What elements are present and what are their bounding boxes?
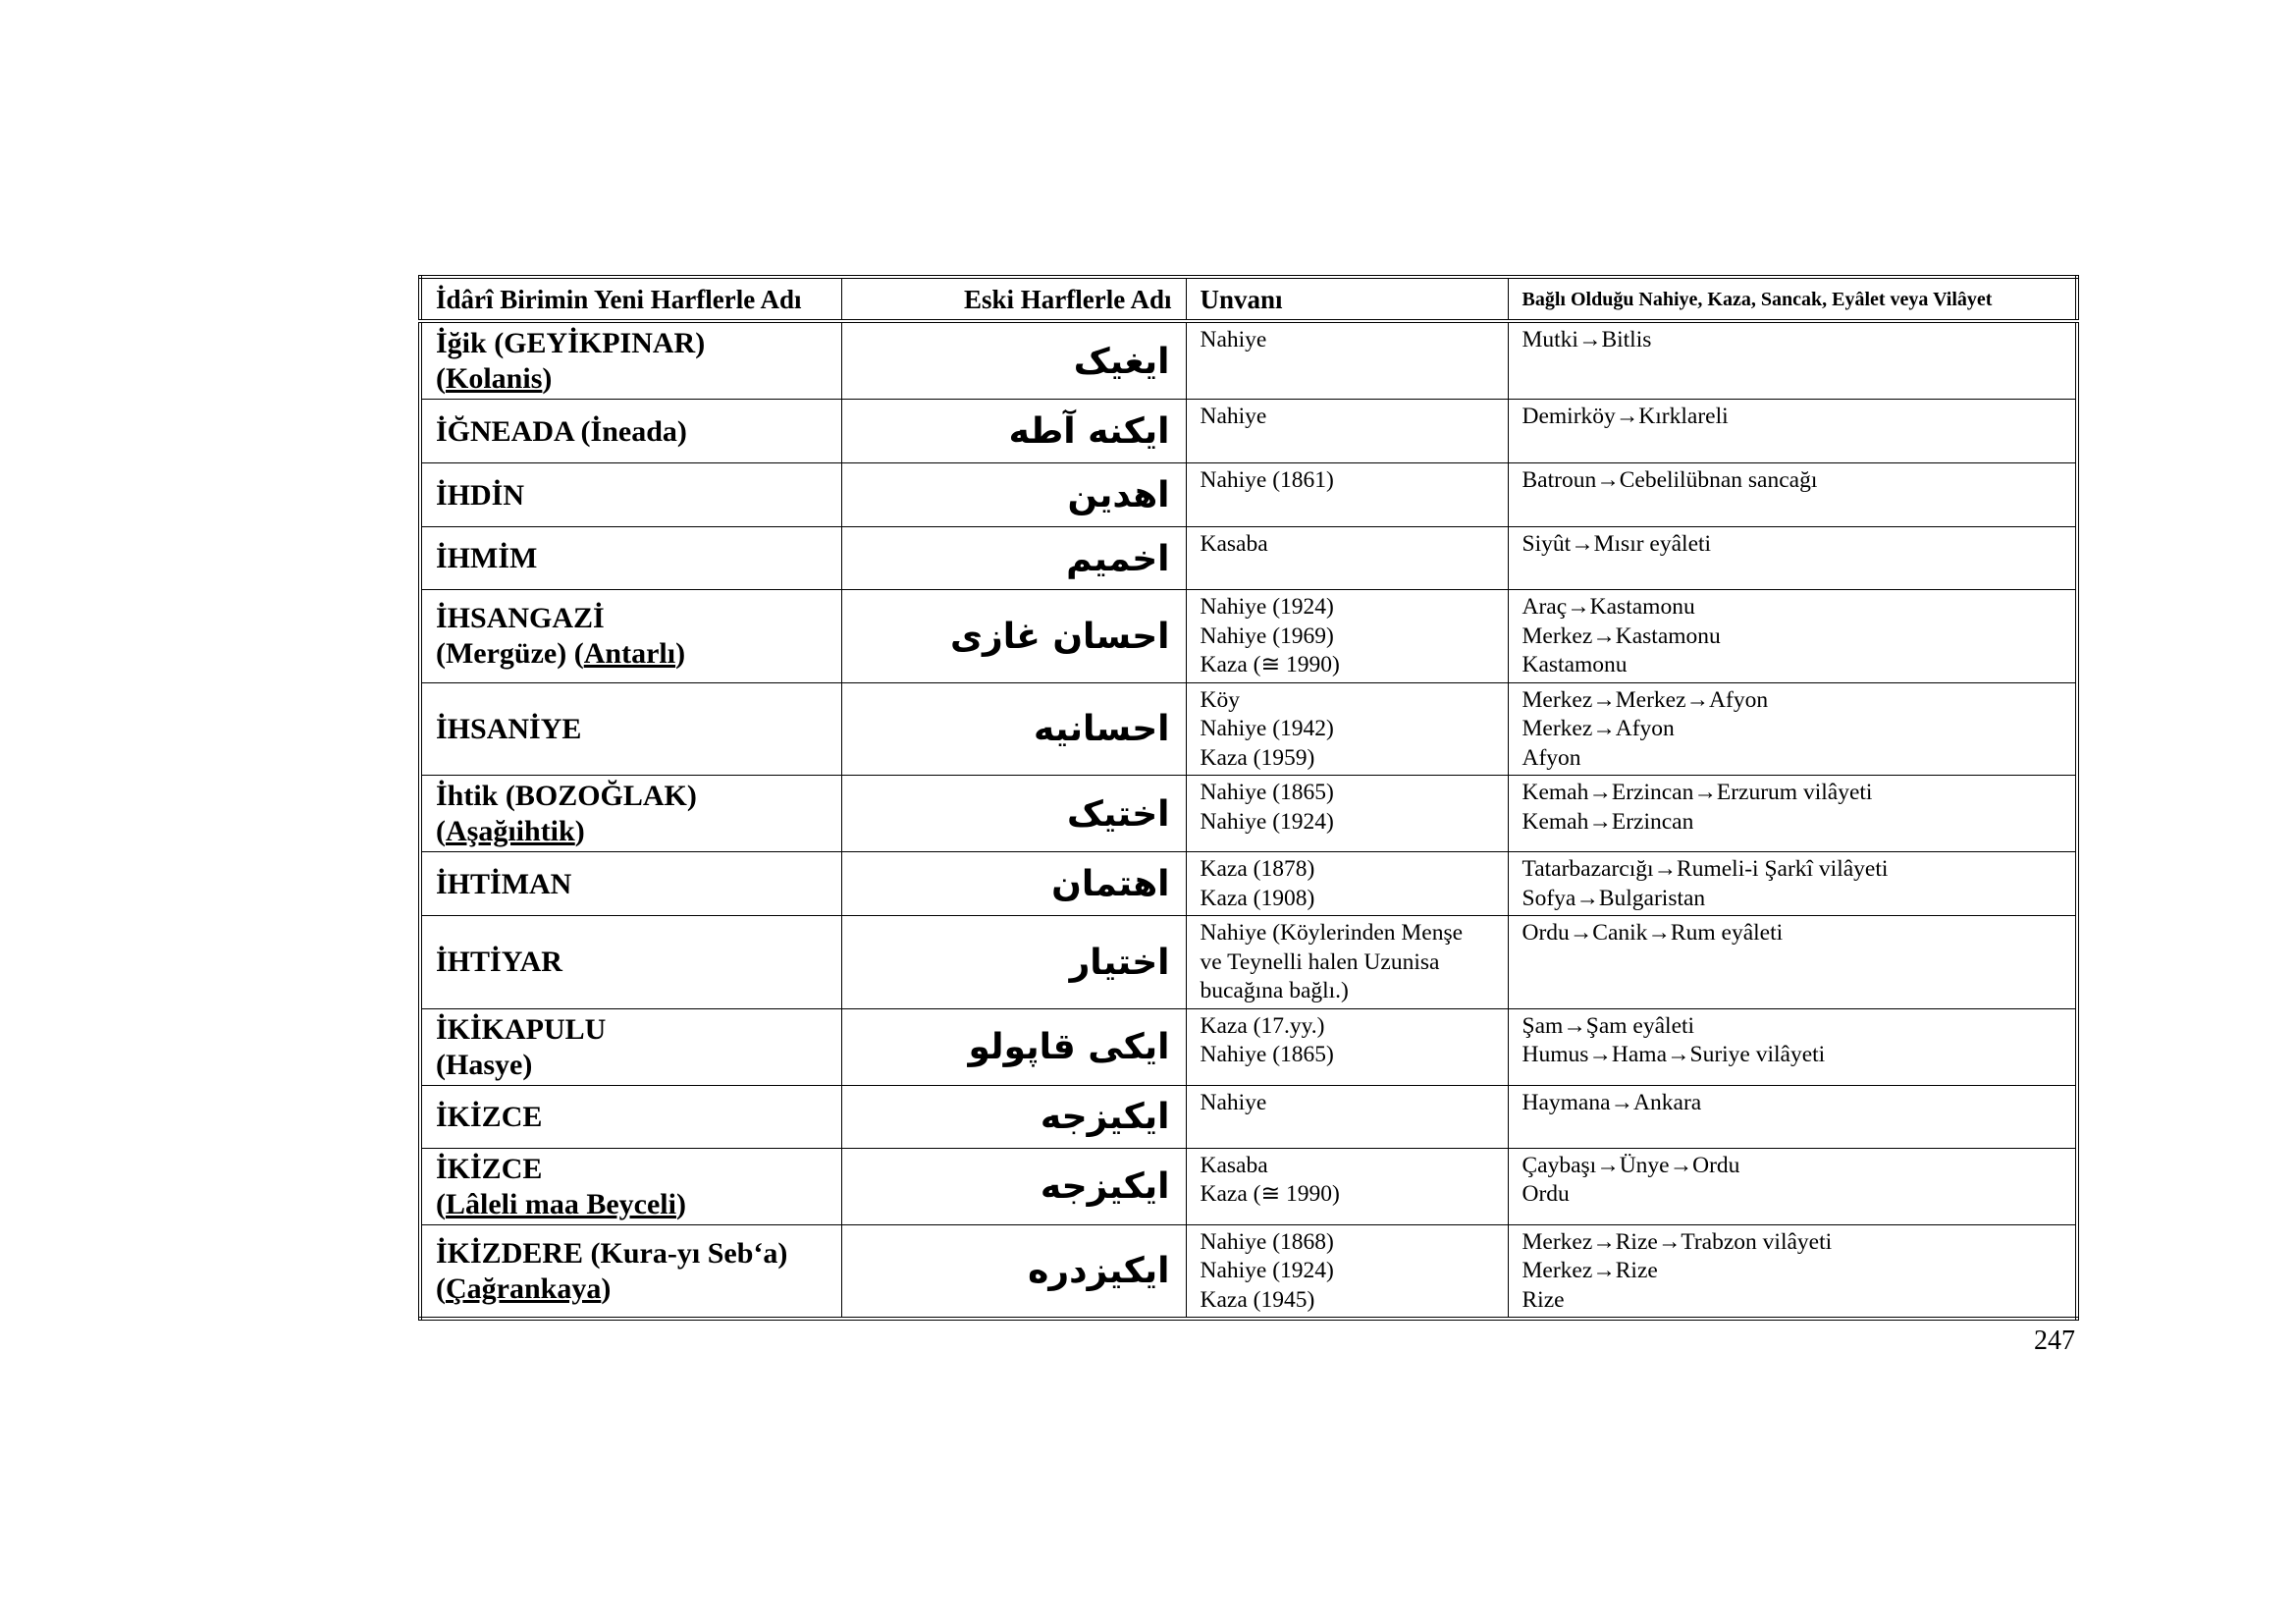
unit-new-name-cell bbox=[420, 590, 841, 683]
unit-name-text: (Hasye) bbox=[436, 1048, 533, 1081]
unit-title-line: Nahiye bbox=[1200, 327, 1267, 352]
unit-affiliation-cell bbox=[1508, 527, 2077, 590]
unit-title-cell bbox=[1186, 682, 1508, 776]
unit-title-line: Kaza (≅ 1990) bbox=[1200, 652, 1340, 677]
unit-name-line bbox=[436, 1100, 828, 1135]
unit-name-suffix: ) bbox=[601, 1272, 612, 1305]
unit-affiliation-line: Çaybaşı→Ünye→Ordu bbox=[1522, 1152, 1740, 1178]
unit-old-script-name: ایکی قاپولو bbox=[841, 1008, 1186, 1085]
unit-title-cell bbox=[1186, 590, 1508, 683]
unit-old-script-name: اهتمان bbox=[841, 852, 1186, 916]
unit-new-name-cell bbox=[420, 1008, 841, 1085]
unit-title-line: Nahiye (1861) bbox=[1200, 467, 1334, 493]
unit-name-text: İğik (GEYİKPINAR) bbox=[436, 327, 706, 359]
unit-affiliation-line: Demirköy→Kırklareli bbox=[1522, 404, 1729, 429]
unit-title-cell bbox=[1186, 527, 1508, 590]
unit-title-line: Nahiye (1969) bbox=[1200, 623, 1334, 649]
unit-title-cell bbox=[1186, 463, 1508, 527]
unit-name-line bbox=[436, 712, 828, 747]
unit-new-name-cell bbox=[420, 682, 841, 776]
unit-old-script-name: ایغیک bbox=[841, 321, 1186, 400]
unit-affiliation-cell bbox=[1508, 1085, 2077, 1148]
unit-title-line: Nahiye (Köylerinden Menşe bbox=[1200, 920, 1464, 946]
unit-affiliation-line: Merkez→Rize bbox=[1522, 1258, 1658, 1283]
unit-title-cell bbox=[1186, 1224, 1508, 1319]
unit-title-line: Kaza (≅ 1990) bbox=[1200, 1181, 1340, 1207]
table-row bbox=[420, 1008, 2077, 1085]
unit-old-script-name: ایکیزدره bbox=[841, 1224, 1186, 1319]
unit-title-line: ve Teynelli halen Uzunisa bbox=[1200, 948, 1440, 975]
unit-title-line: Kaza (1959) bbox=[1200, 744, 1315, 771]
unit-title-line: Kaza (1908) bbox=[1200, 885, 1315, 911]
unit-old-script-name: ایکنه آطه bbox=[841, 400, 1186, 463]
unit-affiliation-line: Kastamonu bbox=[1522, 652, 1628, 677]
unit-title-line: Nahiye (1868) bbox=[1200, 1228, 1334, 1255]
unit-affiliation-cell bbox=[1508, 776, 2077, 852]
unit-affiliation-cell bbox=[1508, 916, 2077, 1009]
unit-new-name-cell bbox=[420, 321, 841, 400]
unit-title-cell bbox=[1186, 321, 1508, 400]
unit-title-line: Nahiye bbox=[1200, 1089, 1267, 1115]
table-row bbox=[420, 527, 2077, 590]
unit-affiliation-cell bbox=[1508, 852, 2077, 916]
unit-affiliation-cell bbox=[1508, 400, 2077, 463]
unit-affiliation-line: Humus→Hama→Suriye vilâyeti bbox=[1522, 1042, 1826, 1067]
unit-alt-name-underlined: Aşağıihtik bbox=[446, 815, 575, 847]
unit-affiliation-line: Merkez→Kastamonu bbox=[1522, 623, 1721, 649]
unit-name-line bbox=[436, 1152, 828, 1187]
unit-name-text: ( bbox=[436, 362, 446, 395]
table-row bbox=[420, 916, 2077, 1009]
table-header bbox=[420, 277, 2077, 321]
unit-affiliation-line: Kemah→Erzincan bbox=[1522, 808, 1694, 835]
unit-name-line bbox=[436, 1048, 828, 1083]
unit-name-text: ( bbox=[436, 1272, 446, 1305]
unit-title-line: bucağına bağlı.) bbox=[1200, 978, 1349, 1003]
unit-old-script-name: اهدین bbox=[841, 463, 1186, 527]
unit-old-script-name: ایکیزجه bbox=[841, 1148, 1186, 1224]
unit-name-text: İHDİN bbox=[436, 478, 525, 512]
table-row bbox=[420, 463, 2077, 527]
unit-name-line bbox=[436, 601, 828, 636]
unit-name-line bbox=[436, 1012, 828, 1048]
unit-name-line bbox=[436, 1272, 828, 1307]
unit-new-name-cell bbox=[420, 1085, 841, 1148]
unit-title-cell bbox=[1186, 916, 1508, 1009]
unit-title-line: Köy bbox=[1200, 686, 1240, 713]
unit-affiliation-line: Sofya→Bulgaristan bbox=[1522, 885, 1706, 911]
unit-old-script-name: اختیار bbox=[841, 916, 1186, 1009]
unit-affiliation-line: Ordu bbox=[1522, 1181, 1570, 1207]
unit-affiliation-cell bbox=[1508, 463, 2077, 527]
unit-name-text: İHSANİYE bbox=[436, 712, 582, 745]
unit-name-text: İHMİM bbox=[436, 542, 538, 574]
unit-affiliation-line: Haymana→Ankara bbox=[1522, 1089, 1702, 1115]
unit-title-line: Nahiye (1924) bbox=[1200, 808, 1334, 835]
unit-alt-name-underlined: Lâleli maa Beyceli bbox=[446, 1187, 676, 1220]
unit-affiliation-line: Kemah→Erzincan→Erzurum vilâyeti bbox=[1522, 780, 1873, 805]
unit-name-text: İKİZDERE (Kura-yı Seb‘a) bbox=[436, 1236, 788, 1270]
unit-name-suffix: ) bbox=[542, 362, 553, 395]
unit-name-line bbox=[436, 1187, 828, 1222]
unit-title-line: Nahiye (1942) bbox=[1200, 716, 1334, 741]
unit-old-script-name: اخمیم bbox=[841, 527, 1186, 590]
unit-name-line bbox=[436, 636, 828, 672]
table-row bbox=[420, 1148, 2077, 1224]
unit-name-line bbox=[436, 1236, 828, 1272]
table-body bbox=[420, 321, 2077, 1319]
unit-name-text: İhtik (BOZOĞLAK) bbox=[436, 780, 697, 812]
unit-title-line: Nahiye (1924) bbox=[1200, 1258, 1334, 1283]
unit-affiliation-line: Afyon bbox=[1522, 744, 1581, 771]
header-new-name: İdârî Birimin Yeni Harflerle Adı bbox=[420, 277, 841, 321]
unit-alt-name-underlined: Antarlı bbox=[583, 637, 676, 671]
unit-affiliation-cell bbox=[1508, 1224, 2077, 1319]
unit-affiliation-line: Merkez→Afyon bbox=[1522, 716, 1675, 741]
unit-affiliation-line: Tatarbazarcığı→Rumeli-i Şarkî vilâyeti bbox=[1522, 856, 1889, 882]
table-row bbox=[420, 590, 2077, 683]
unit-new-name-cell bbox=[420, 852, 841, 916]
unit-title-line: Nahiye (1865) bbox=[1200, 1042, 1334, 1067]
unit-title-line: Kaza (1878) bbox=[1200, 856, 1315, 882]
header-old-name: Eski Harflerle Adı bbox=[841, 277, 1186, 321]
unit-title-cell bbox=[1186, 1148, 1508, 1224]
unit-name-line bbox=[436, 361, 828, 397]
header-title: Unvanı bbox=[1186, 277, 1508, 321]
unit-affiliation-line: Siyût→Mısır eyâleti bbox=[1522, 531, 1712, 557]
unit-affiliation-line: Ordu→Canik→Rum eyâleti bbox=[1522, 920, 1784, 946]
unit-name-suffix: ) bbox=[675, 1187, 686, 1220]
unit-new-name-cell bbox=[420, 916, 841, 1009]
unit-name-text: İHSANGAZİ bbox=[436, 602, 605, 635]
table-row bbox=[420, 1224, 2077, 1319]
unit-title-line: Nahiye (1865) bbox=[1200, 780, 1334, 805]
unit-name-text: İHTİYAR bbox=[436, 946, 562, 979]
unit-old-script-name: احسانیه bbox=[841, 682, 1186, 776]
unit-alt-name-underlined: Kolanis bbox=[446, 362, 543, 395]
table-row bbox=[420, 400, 2077, 463]
unit-affiliation-line: Merkez→Merkez→Afyon bbox=[1522, 686, 1769, 713]
unit-name-line bbox=[436, 779, 828, 814]
unit-affiliation-cell bbox=[1508, 1148, 2077, 1224]
table-row bbox=[420, 852, 2077, 916]
unit-name-line bbox=[436, 326, 828, 361]
unit-name-line bbox=[436, 867, 828, 902]
unit-old-script-name: اختیک bbox=[841, 776, 1186, 852]
table-row bbox=[420, 1085, 2077, 1148]
unit-name-text: İKİZCE bbox=[436, 1152, 543, 1185]
document-table-container bbox=[418, 275, 2075, 1321]
unit-title-line: Kaza (17.yy.) bbox=[1200, 1012, 1325, 1039]
unit-new-name-cell bbox=[420, 1148, 841, 1224]
unit-name-text: ( bbox=[436, 1187, 446, 1220]
page-number: 247 bbox=[2034, 1326, 2075, 1356]
unit-new-name-cell bbox=[420, 1224, 841, 1319]
table-row bbox=[420, 321, 2077, 400]
administrative-units-table bbox=[418, 275, 2079, 1321]
unit-new-name-cell bbox=[420, 400, 841, 463]
unit-title-cell bbox=[1186, 1085, 1508, 1148]
unit-new-name-cell bbox=[420, 776, 841, 852]
unit-name-text: İHTİMAN bbox=[436, 867, 572, 900]
unit-name-text: İKİZCE bbox=[436, 1100, 543, 1133]
unit-title-line: Nahiye (1924) bbox=[1200, 594, 1334, 620]
unit-title-line: Kasaba bbox=[1200, 531, 1268, 557]
header-affiliation: Bağlı Olduğu Nahiye, Kaza, Sancak, Eyâlet veya Vilâyet bbox=[1508, 277, 2077, 321]
unit-affiliation-cell bbox=[1508, 1008, 2077, 1085]
unit-name-line bbox=[436, 541, 828, 576]
unit-name-text: (Mergüze) ( bbox=[436, 637, 584, 671]
unit-affiliation-cell bbox=[1508, 590, 2077, 683]
table-row bbox=[420, 776, 2077, 852]
unit-name-line bbox=[436, 814, 828, 849]
unit-affiliation-cell bbox=[1508, 682, 2077, 776]
unit-alt-name-underlined: Çağrankaya bbox=[446, 1272, 602, 1305]
unit-affiliation-cell bbox=[1508, 321, 2077, 400]
unit-name-suffix: ) bbox=[675, 637, 686, 671]
unit-name-line bbox=[436, 945, 828, 980]
unit-name-suffix: ) bbox=[574, 815, 585, 847]
unit-title-cell bbox=[1186, 776, 1508, 852]
unit-title-line: Nahiye bbox=[1200, 404, 1267, 429]
unit-affiliation-line: Merkez→Rize→Trabzon vilâyeti bbox=[1522, 1228, 1833, 1255]
unit-title-line: Kasaba bbox=[1200, 1152, 1268, 1178]
unit-name-text: İKİKAPULU bbox=[436, 1012, 607, 1046]
unit-title-cell bbox=[1186, 852, 1508, 916]
unit-name-text: İĞNEADA (İneada) bbox=[436, 414, 687, 448]
unit-old-script-name: ایکیزجه bbox=[841, 1085, 1186, 1148]
unit-old-script-name: احسان غازی bbox=[841, 590, 1186, 683]
unit-name-text: ( bbox=[436, 815, 446, 847]
unit-affiliation-line: Araç→Kastamonu bbox=[1522, 594, 1695, 620]
header-row bbox=[420, 277, 2077, 321]
unit-title-cell bbox=[1186, 400, 1508, 463]
unit-new-name-cell bbox=[420, 527, 841, 590]
unit-affiliation-line: Mutki→Bitlis bbox=[1522, 327, 1652, 352]
table-row bbox=[420, 682, 2077, 776]
unit-name-line bbox=[436, 414, 828, 450]
unit-affiliation-line: Şam→Şam eyâleti bbox=[1522, 1012, 1695, 1039]
unit-title-line: Kaza (1945) bbox=[1200, 1286, 1315, 1313]
unit-affiliation-line: Rize bbox=[1522, 1286, 1565, 1313]
unit-affiliation-line: Batroun→Cebelilübnan sancağı bbox=[1522, 467, 1818, 493]
unit-name-line bbox=[436, 478, 828, 514]
unit-title-cell bbox=[1186, 1008, 1508, 1085]
unit-new-name-cell bbox=[420, 463, 841, 527]
